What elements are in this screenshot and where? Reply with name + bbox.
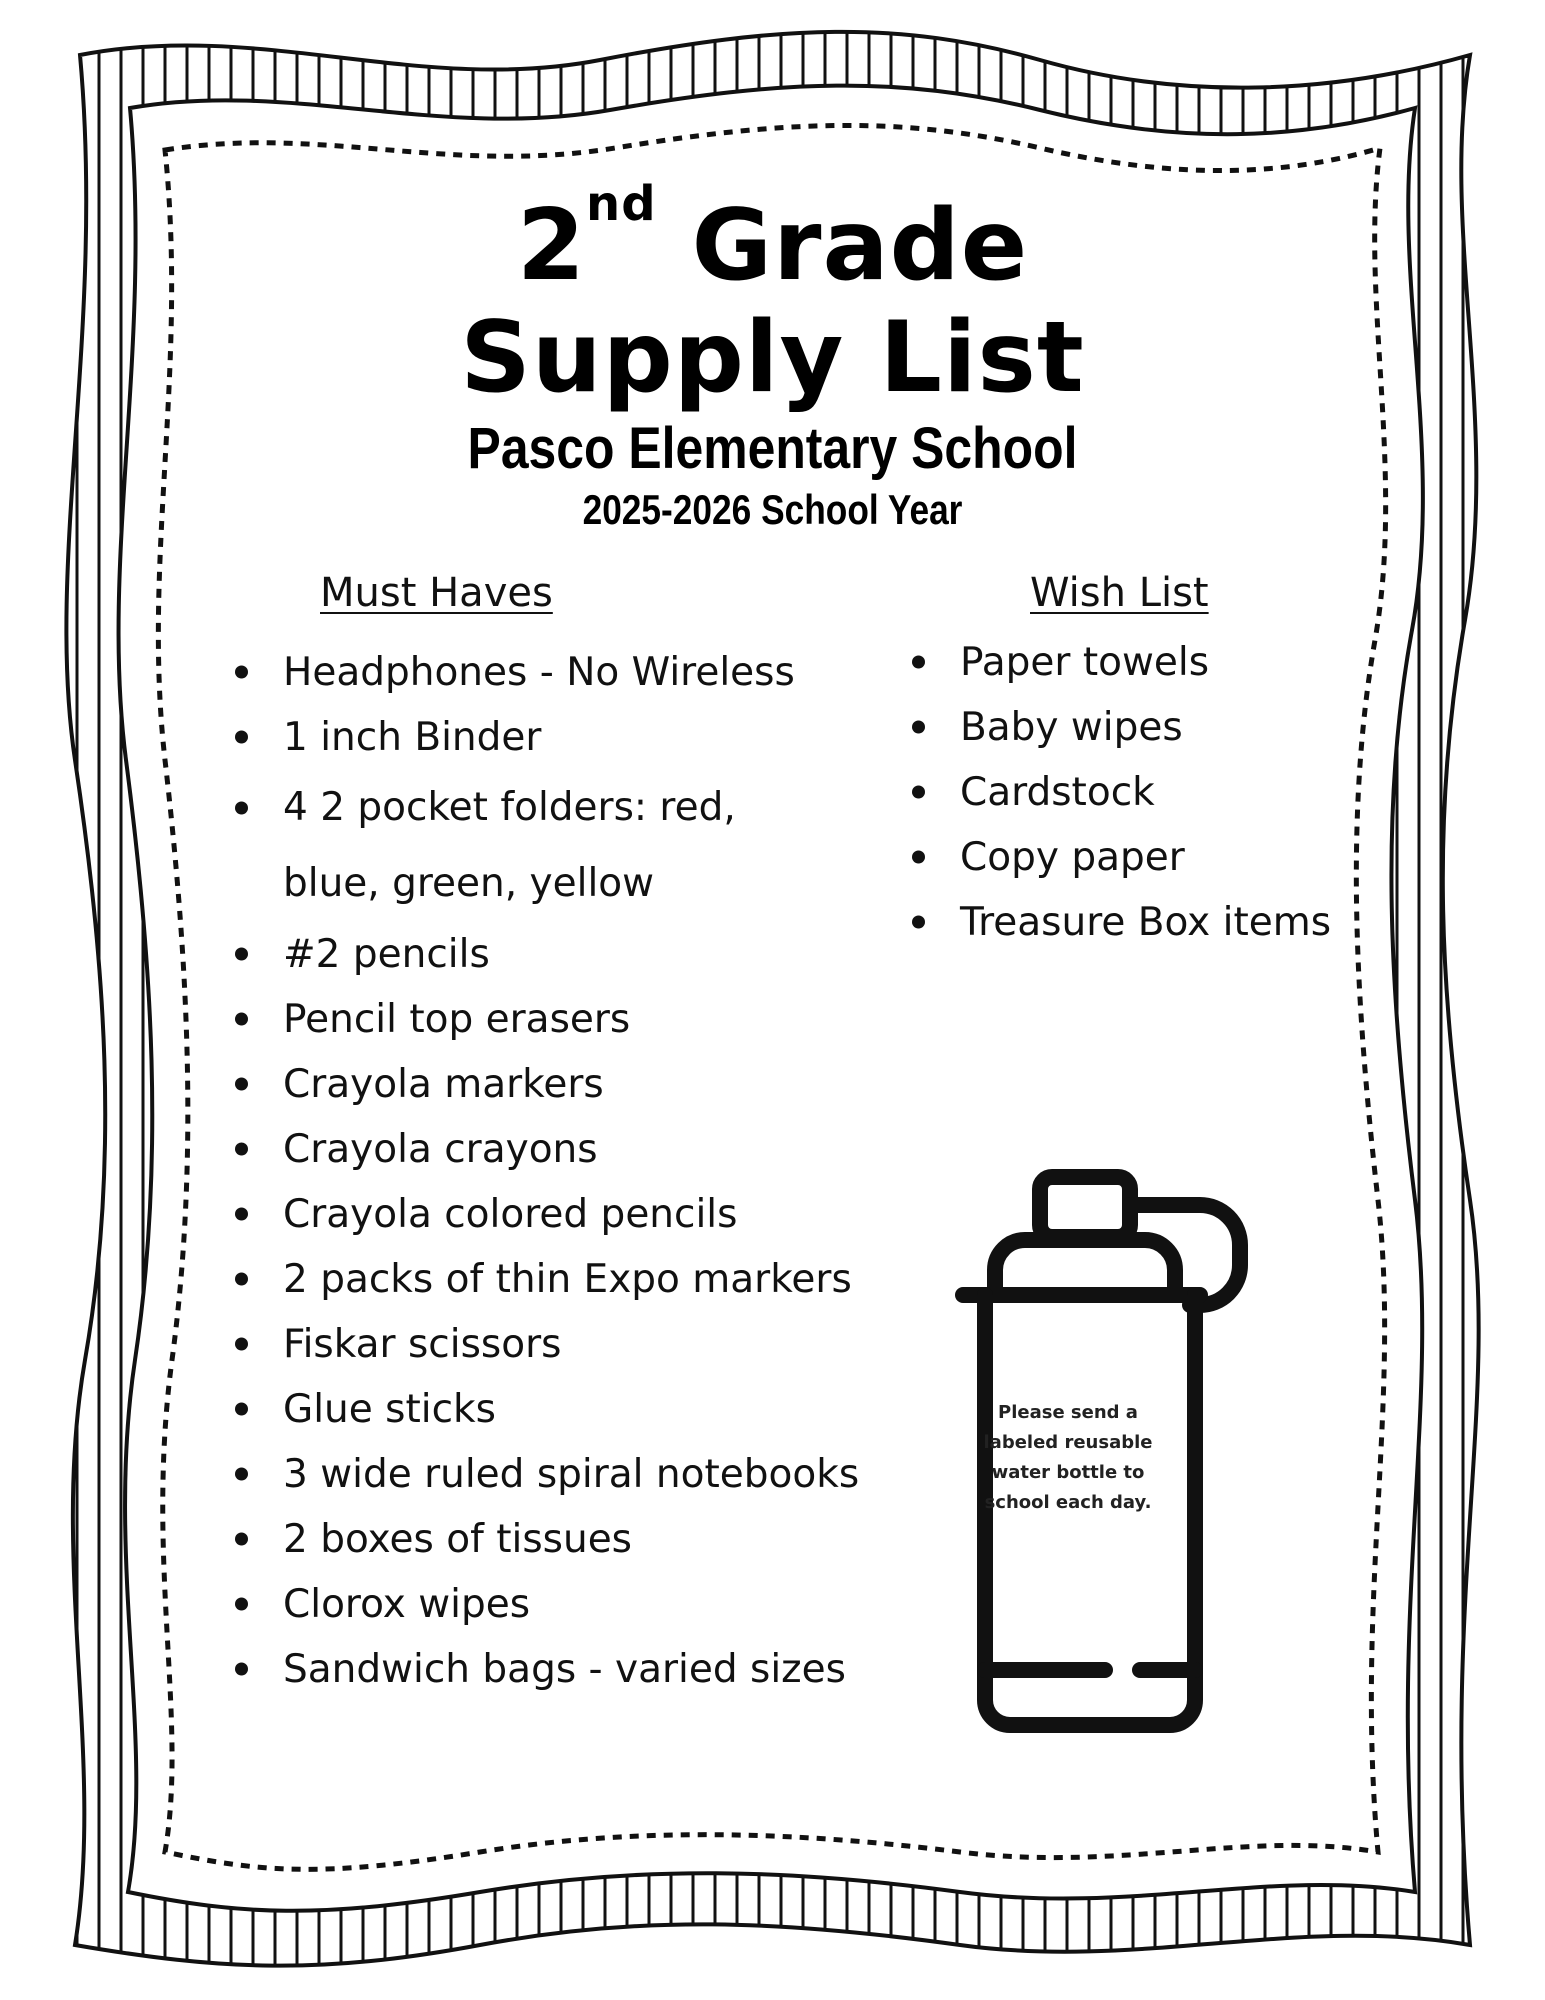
list-item: Baby wipes: [912, 695, 1331, 760]
list-item: Crayola colored pencils: [235, 1182, 859, 1247]
list-item: Headphones - No Wireless: [235, 640, 859, 705]
title-block: [0, 176, 1545, 536]
wish-list-list: [912, 630, 1331, 955]
list-item: 4 2 pocket folders: red, blue, green, yellow: [235, 770, 843, 922]
list-item: 3 wide ruled spiral notebooks: [235, 1442, 859, 1507]
list-item: Glue sticks: [235, 1377, 859, 1442]
list-item: Pencil top erasers: [235, 987, 859, 1052]
list-item: Treasure Box items: [912, 890, 1331, 955]
list-item: Clorox wipes: [235, 1572, 859, 1637]
page-title-line-1: [0, 176, 1545, 303]
grade-suffix: nd: [586, 176, 657, 232]
list-item: Paper towels: [912, 630, 1331, 695]
list-item: #2 pencils: [235, 922, 859, 987]
bottle-note: Please send a labeled reusable water bottle to school each day.: [983, 1402, 1153, 1513]
list-item: Crayola markers: [235, 1052, 859, 1117]
grade-number: 2: [516, 189, 587, 303]
list-item: Cardstock: [912, 760, 1331, 825]
list-item: Copy paper: [912, 825, 1331, 890]
list-item: Crayola crayons: [235, 1117, 859, 1182]
list-item: 1 inch Binder: [235, 705, 859, 770]
list-item: 2 packs of thin Expo markers: [235, 1247, 859, 1312]
grade-word: Grade: [691, 189, 1029, 303]
list-item: Sandwich bags - varied sizes: [235, 1637, 859, 1702]
school-year: 2025-2026 School Year: [582, 486, 963, 533]
must-haves-heading: Must Haves: [320, 570, 553, 616]
school-name: Pasco Elementary School: [467, 416, 1078, 481]
wish-list-heading: Wish List: [1030, 570, 1209, 616]
must-haves-list: [235, 640, 859, 1702]
page-title-line-2: Supply List: [460, 301, 1085, 415]
list-item: 2 boxes of tissues: [235, 1507, 859, 1572]
list-item: Fiskar scissors: [235, 1312, 859, 1377]
